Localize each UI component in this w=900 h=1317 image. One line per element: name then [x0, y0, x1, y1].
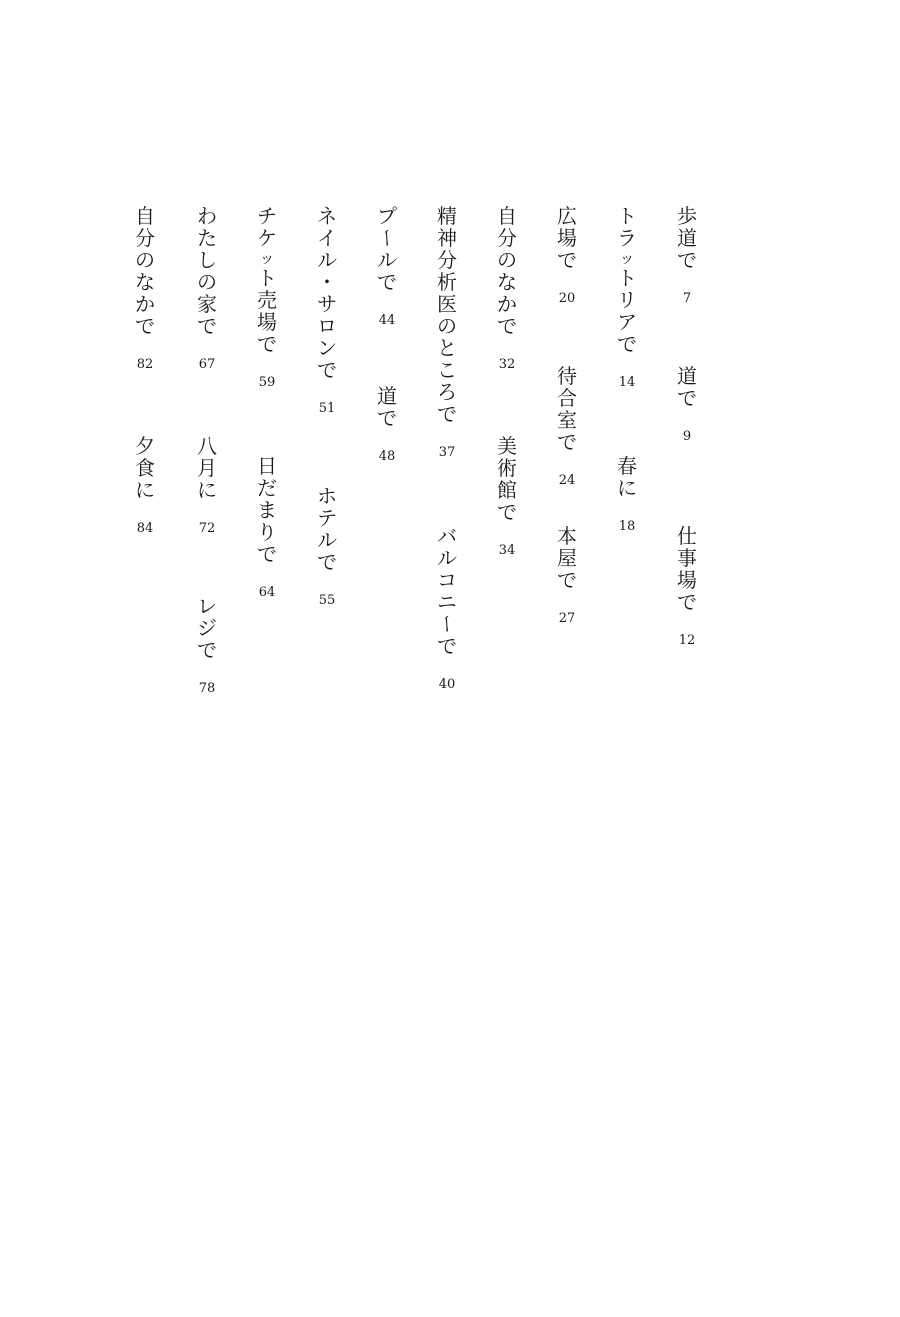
toc-entry-page: 44: [378, 313, 396, 328]
toc-entry-page: 82: [136, 357, 154, 372]
toc-entry-title: 八 月 に: [197, 434, 217, 502]
toc-entry: [372, 205, 402, 329]
toc-column: [372, 205, 402, 765]
toc-entry-title: 道 で: [377, 384, 397, 430]
toc-entry-page: 27: [558, 611, 576, 626]
toc-entry: [612, 455, 642, 535]
toc-entry-page: 72: [198, 521, 216, 536]
toc-entry: [432, 205, 462, 461]
toc-entry-title: 道 で: [677, 364, 697, 410]
toc-entry-title: 自 分 の な か で: [135, 204, 155, 338]
toc-entry-page: 12: [678, 633, 696, 648]
toc-entry: [252, 205, 282, 391]
toc-entry-page: 64: [258, 585, 276, 600]
toc-column: [312, 205, 342, 765]
toc-entry-title: レ ジ で: [197, 594, 217, 662]
toc-entry: [192, 435, 222, 537]
toc-entry-title: 美 術 館 で: [497, 434, 517, 524]
toc-entry-title: 日 だ ま り で: [257, 454, 277, 566]
toc-entry: [552, 205, 582, 307]
toc-entry-page: 24: [558, 473, 576, 488]
toc-entry-title: 仕 事 場 で: [677, 524, 697, 614]
toc-entry-title: 春 に: [617, 454, 637, 500]
toc-column: [130, 205, 160, 765]
toc-column: [672, 205, 702, 765]
toc-entry-page: 20: [558, 291, 576, 306]
toc-entry-title: ホ テ ル で: [317, 484, 337, 574]
toc-entry-page: 55: [318, 593, 336, 608]
toc-entry-page: 32: [498, 357, 516, 372]
toc-entry-page: 48: [378, 449, 396, 464]
toc-entry: [672, 365, 702, 445]
toc-entry: [192, 205, 222, 373]
toc-entry-page: 18: [618, 519, 636, 534]
toc-column: [432, 205, 462, 765]
toc-column: [252, 205, 282, 765]
toc-entry: [252, 455, 282, 601]
toc-entry-page: 78: [198, 681, 216, 696]
toc-entry-page: 37: [438, 445, 456, 460]
toc-entry-page: 84: [136, 521, 154, 536]
toc-entry: [130, 205, 160, 373]
toc-entry-title: わ た し の 家 で: [197, 204, 217, 338]
toc-entry: [672, 525, 702, 649]
toc-entry-title: 広 場 で: [557, 204, 577, 272]
toc-entry-page: 51: [318, 401, 336, 416]
toc-entry-page: 40: [438, 677, 456, 692]
toc-entry-page: 7: [682, 291, 692, 306]
toc-entry-page: 67: [198, 357, 216, 372]
toc-column: [612, 205, 642, 765]
toc-entry-title: 夕 食 に: [135, 434, 155, 502]
toc-column: [492, 205, 522, 765]
toc-entry-page: 34: [498, 543, 516, 558]
toc-entry: [312, 205, 342, 417]
toc-entry: [612, 205, 642, 391]
toc-entry-title: 本 屋 で: [557, 524, 577, 592]
toc-entry-title: 待 合 室 で: [557, 364, 577, 454]
toc-entry: [192, 595, 222, 697]
toc-entry-title: バ ル コ ニ ー で: [435, 524, 459, 658]
toc-entry: [552, 525, 582, 627]
toc-entry: [492, 435, 522, 559]
toc-entry: [312, 485, 342, 609]
toc-entry-title: 精 神 分 析 医 の と こ ろ で: [437, 204, 457, 426]
toc-entry-page: 9: [682, 429, 692, 444]
toc-entry-title: プ ー ル で: [375, 204, 399, 294]
toc-entry: [552, 365, 582, 489]
toc-column: [552, 205, 582, 765]
toc-entry-title: 自 分 の な か で: [497, 204, 517, 338]
toc-entry-title: 歩 道 で: [677, 204, 697, 272]
toc-entry-page: 59: [258, 375, 276, 390]
toc-entry-title: ト ラ ッ ト リ ア で: [617, 204, 637, 356]
toc-entry: [372, 385, 402, 465]
toc-entry-title: ネ イ ル ・ サ ロ ン で: [317, 204, 337, 382]
toc-entry: [432, 525, 462, 693]
toc-entry: [672, 205, 702, 307]
toc-entry: [130, 435, 160, 537]
toc-entry-title: チ ケ ッ ト 売 場 で: [257, 204, 277, 356]
toc-column: [192, 205, 222, 765]
toc-entry: [492, 205, 522, 373]
toc-entry-page: 14: [618, 375, 636, 390]
